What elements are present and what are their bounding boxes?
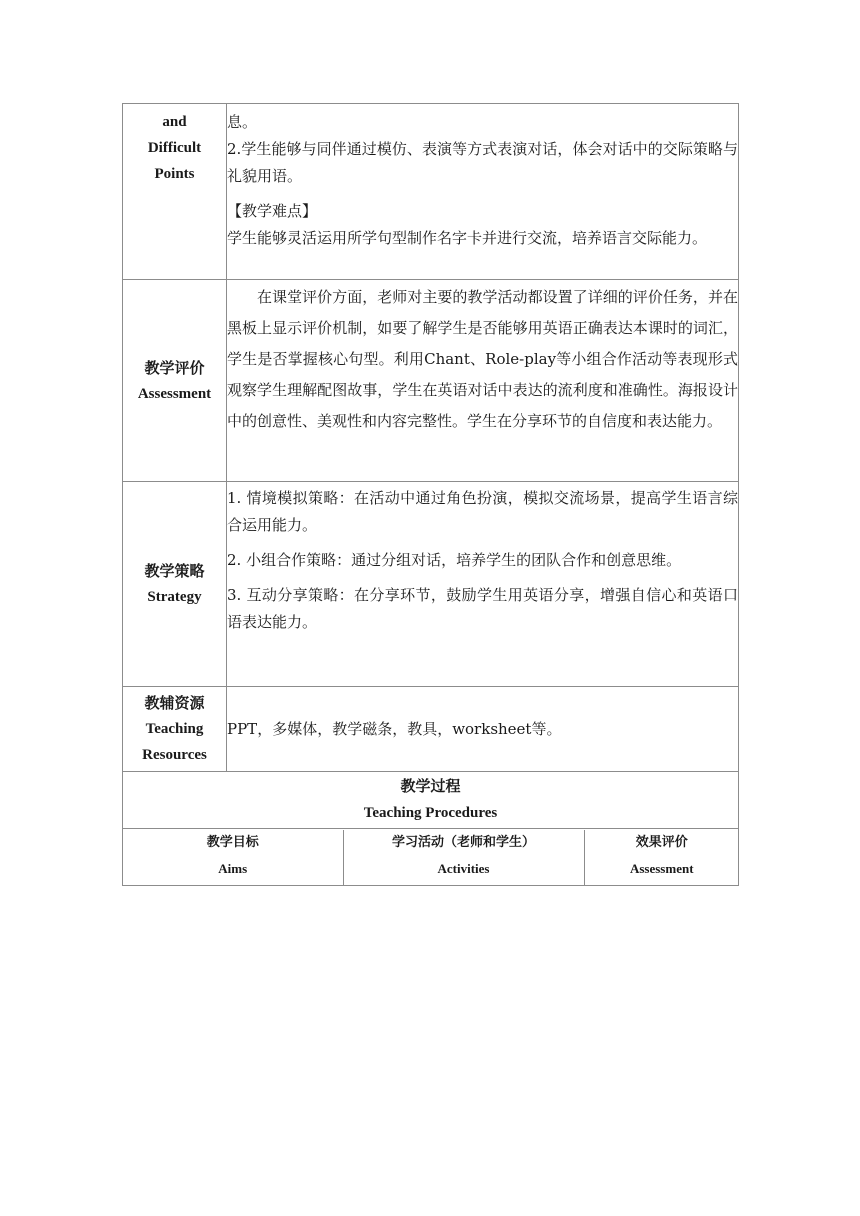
key-points-row: [123, 104, 739, 280]
column-header-en: Aims: [218, 860, 248, 876]
procedures-title: [123, 772, 739, 829]
strategy-label: [123, 482, 227, 687]
assessment-text: 在课堂评价方面，老师对主要的教学活动都设置了详细的评价任务，并在黑板上显示评价机制，如要了解学生是否能够用英语正确表达本课时的词汇，学生是否掌握核心句型。利用Chant、Role-play等小组合作活动等表现形式观察学生理解配图故事，学生在英语对话中表达的流利度和准确性。海报设计中的创意性、美观性和内容完整性。学生在分享环节的自信度和表达能力。: [227, 288, 738, 430]
procedures-title-row: [123, 772, 739, 829]
resources-label-en: Teaching: [145, 721, 204, 737]
label-line: and: [162, 114, 187, 130]
resources-label: [123, 687, 227, 772]
resources-label-zh: 教辅资源: [144, 694, 205, 712]
column-header-aims: [123, 830, 343, 885]
column-header-assessment: [584, 830, 739, 885]
assessment-label-zh: 教学评价: [144, 358, 205, 377]
procedures-title-zh: 教学过程: [400, 777, 461, 795]
strategy-row: [123, 482, 739, 687]
strategy-item: 1. 情境模拟策略：在活动中通过角色扮演，模拟交流场景，提高学生语言综合运用能力。: [227, 489, 738, 534]
column-header-en: Activities: [437, 860, 490, 876]
assessment-label: [123, 280, 227, 482]
strategy-content: [227, 482, 739, 687]
strategy-item: 2. 小组合作策略：通过分组对话，培养学生的团队合作和创意思维。: [227, 551, 682, 569]
assessment-row: [123, 280, 739, 482]
label-line: Points: [154, 166, 195, 182]
lesson-plan-table: [122, 103, 739, 886]
procedures-header: [123, 829, 739, 886]
key-point-line: 息。: [227, 113, 258, 131]
strategy-label-en: Strategy: [147, 589, 202, 605]
key-points-label: [123, 104, 227, 280]
difficult-heading: 【教学难点】: [227, 202, 318, 220]
resources-row: [123, 687, 739, 772]
strategy-label-zh: 教学策略: [144, 562, 205, 580]
difficult-text: 学生能够灵活运用所学句型制作名字卡并进行交流，培养语言交际能力。: [227, 229, 708, 247]
procedures-title-en: Teaching Procedures: [363, 805, 498, 821]
column-header-en: Assessment: [629, 860, 694, 876]
label-line: Difficult: [147, 140, 202, 156]
assessment-label-en: Assessment: [137, 385, 212, 402]
key-points-content: [227, 104, 739, 280]
column-header-activities: [343, 830, 584, 885]
resources-content: [227, 687, 739, 772]
column-header-zh: 效果评价: [635, 834, 688, 850]
strategy-item: 3. 互动分享策略：在分享环节，鼓励学生用英语分享，增强自信心和英语口语表达能力。: [227, 586, 738, 631]
assessment-content: [227, 280, 739, 482]
column-header-zh: 教学目标: [206, 834, 259, 850]
resources-text: PPT，多媒体，教学磁条，教具，worksheet等。: [227, 719, 562, 738]
key-point-line: 2.学生能够与同伴通过模仿、表演等方式表演对话，体会对话中的交际策略与礼貌用语。: [227, 140, 738, 185]
procedures-header-row: [123, 829, 739, 886]
resources-label-en: Resources: [142, 747, 207, 763]
column-header-zh: 学习活动（老师和学生）: [391, 834, 535, 850]
procedures-columns: [123, 830, 739, 885]
